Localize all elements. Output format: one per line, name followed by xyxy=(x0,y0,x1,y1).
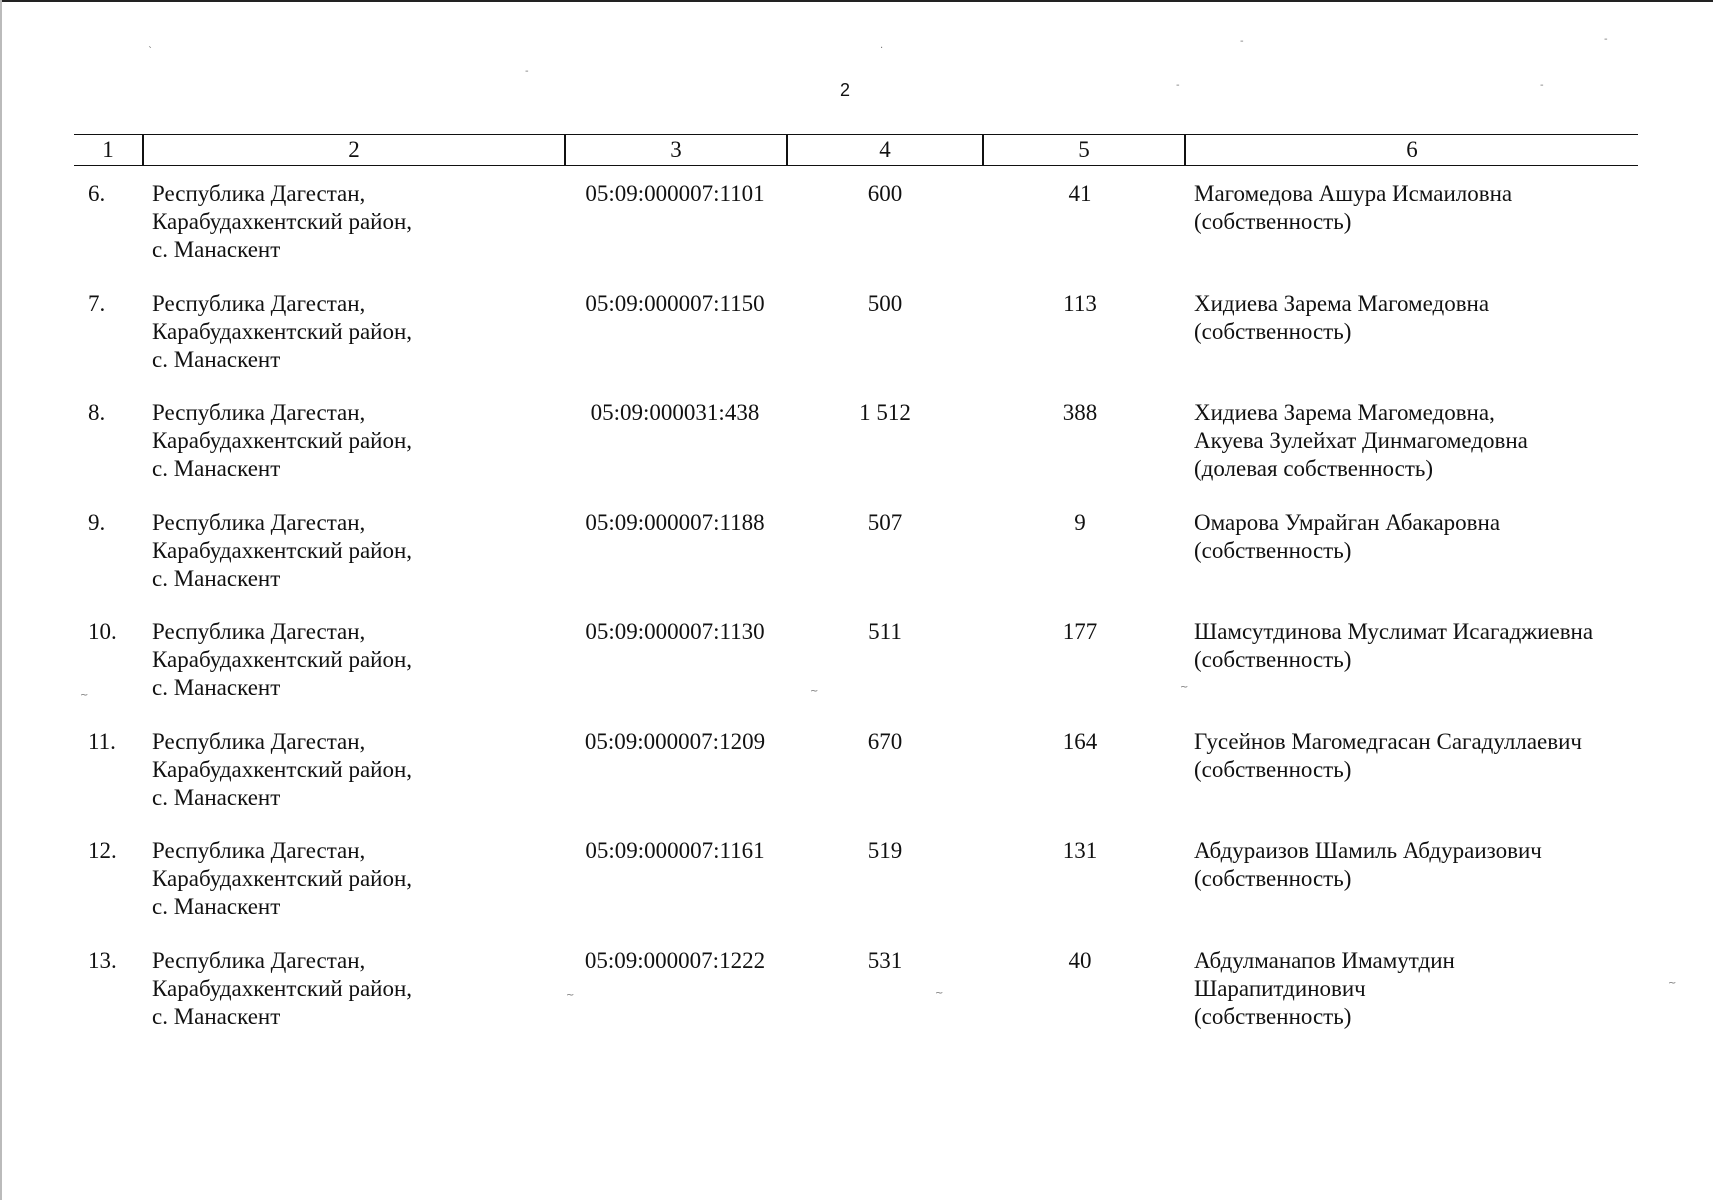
table-header xyxy=(74,134,1638,166)
address-line: Карабудахкентский район, xyxy=(152,318,413,344)
scan-speck: ~ xyxy=(566,990,575,1001)
owner-line: Гусейнов Магомедгасан Сагадуллаевич xyxy=(1194,728,1582,754)
owner-cell xyxy=(1194,837,1654,893)
address-cell xyxy=(152,728,552,812)
address-line: Карабудахкентский район, xyxy=(152,647,413,672)
owner-line: Абдулманапов Имамутдин xyxy=(1194,947,1455,973)
cost-value: 9 xyxy=(1074,509,1086,535)
table-row xyxy=(0,509,1713,619)
table-row xyxy=(0,618,1713,728)
row-number: 7. xyxy=(88,290,106,316)
header-col-1: 1 xyxy=(102,137,114,162)
scan-speck: ~ xyxy=(935,988,944,999)
cost-value: 388 xyxy=(1062,400,1098,425)
area-value: 507 xyxy=(867,509,903,535)
address-line: Республика Дагестан, xyxy=(152,290,366,316)
area-value: 519 xyxy=(867,838,903,863)
address-line: с. Манаскент xyxy=(152,784,281,810)
header-col-6: 6 xyxy=(1406,137,1418,162)
address-line: Карабудахкентский район, xyxy=(152,866,413,891)
cadastral-number: 05:09:000007:1209 xyxy=(584,728,766,754)
area-value: 511 xyxy=(868,619,902,644)
cadastral-number: 05:09:000007:1101 xyxy=(585,181,765,206)
cost-value: 177 xyxy=(1062,619,1098,644)
owner-line: (собственность) xyxy=(1194,209,1352,234)
address-cell xyxy=(152,618,552,702)
owner-cell xyxy=(1194,180,1654,236)
scan-speck: - xyxy=(525,66,529,77)
address-line: Карабудахкентский район, xyxy=(152,209,413,234)
row-number: 11. xyxy=(88,728,116,754)
owner-line: Абдураизов Шамиль Абдураизович xyxy=(1194,838,1542,863)
address-line: Республика Дагестан, xyxy=(152,838,366,863)
scan-speck: ` xyxy=(148,46,153,57)
owner-line: Акуева Зулейхат Динмагомедовна xyxy=(1194,428,1528,453)
area-value: 670 xyxy=(867,728,903,754)
address-line: Карабудахкентский район, xyxy=(152,537,413,563)
owner-line: Шамсутдинова Муслимат Исагаджиевна xyxy=(1194,619,1594,644)
scan-speck: - xyxy=(1176,80,1180,91)
header-col-2: 2 xyxy=(348,137,360,162)
cost-value: 41 xyxy=(1068,181,1092,206)
address-line: Республика Дагестан, xyxy=(152,181,366,206)
table-row xyxy=(0,180,1713,290)
address-line: с. Манаскент xyxy=(152,456,281,481)
header-col-3: 3 xyxy=(670,137,682,162)
owner-line: (собственность) xyxy=(1194,866,1352,891)
cadastral-number: 05:09:000031:438 xyxy=(590,400,760,425)
address-line: Республика Дагестан, xyxy=(152,947,366,973)
table-row xyxy=(0,290,1713,400)
owner-cell xyxy=(1194,290,1654,346)
owner-line: (собственность) xyxy=(1194,1003,1352,1029)
cadastral-number: 05:09:000007:1161 xyxy=(585,838,765,863)
header-col-4: 4 xyxy=(879,137,891,162)
address-cell xyxy=(152,290,552,374)
owner-cell xyxy=(1194,399,1654,483)
address-line: Республика Дагестан, xyxy=(152,728,366,754)
owner-cell xyxy=(1194,509,1654,565)
address-line: Республика Дагестан, xyxy=(152,619,366,644)
row-number: 10. xyxy=(88,619,117,644)
row-number: 6. xyxy=(88,181,106,206)
row-number: 12. xyxy=(88,838,117,863)
scan-speck: ~ xyxy=(80,690,89,701)
address-line: Республика Дагестан, xyxy=(152,400,366,425)
scan-speck: - xyxy=(1540,80,1544,91)
address-cell xyxy=(152,509,552,593)
cost-value: 164 xyxy=(1062,728,1098,754)
address-cell xyxy=(152,947,552,1031)
page-number: 2 xyxy=(839,80,850,100)
scan-speck: . xyxy=(880,40,884,51)
row-number: 13. xyxy=(88,947,117,973)
address-line: с. Манаскент xyxy=(152,1003,281,1029)
address-line: с. Манаскент xyxy=(152,346,281,372)
owner-line: (собственность) xyxy=(1194,537,1352,563)
owner-cell xyxy=(1194,728,1654,784)
address-cell xyxy=(152,837,552,921)
area-value: 600 xyxy=(867,181,903,206)
table-row xyxy=(0,728,1713,838)
cost-value: 40 xyxy=(1068,947,1092,973)
address-cell xyxy=(152,399,552,483)
address-line: с. Манаскент xyxy=(152,675,281,700)
cadastral-number: 05:09:000007:1222 xyxy=(584,947,766,973)
address-line: Республика Дагестан, xyxy=(152,509,366,535)
scan-border-top xyxy=(0,0,1713,2)
cost-value: 113 xyxy=(1063,290,1097,316)
area-value: 1 512 xyxy=(859,400,911,425)
row-number: 9. xyxy=(88,509,106,535)
cadastral-number: 05:09:000007:1130 xyxy=(585,619,765,644)
cadastral-number: 05:09:000007:1150 xyxy=(585,290,765,316)
header-col-5: 5 xyxy=(1078,137,1090,162)
address-line: Карабудахкентский район, xyxy=(152,428,413,453)
table-row xyxy=(0,837,1713,947)
address-line: с. Манаскент xyxy=(152,565,281,591)
address-cell xyxy=(152,180,552,264)
cost-value: 131 xyxy=(1062,838,1098,863)
scan-speck: ~ xyxy=(810,686,819,697)
address-line: с. Манаскент xyxy=(152,237,281,262)
table-row xyxy=(0,399,1713,509)
owner-line: Шарапитдинович xyxy=(1194,975,1366,1001)
cadastral-number: 05:09:000007:1188 xyxy=(585,509,765,535)
address-line: Карабудахкентский район, xyxy=(152,756,413,782)
table-body xyxy=(0,180,1713,1056)
owner-cell xyxy=(1194,618,1654,674)
area-value: 531 xyxy=(867,947,903,973)
scan-speck: ~ xyxy=(1668,978,1677,989)
owner-line: Магомедова Ашура Исмаиловна xyxy=(1194,181,1513,206)
owner-line: (собственность) xyxy=(1194,318,1352,344)
address-line: с. Манаскент xyxy=(152,894,281,919)
scan-speck: - xyxy=(1604,34,1608,45)
owner-line: (собственность) xyxy=(1194,647,1352,672)
scan-speck: - xyxy=(1240,36,1244,47)
owner-line: (собственность) xyxy=(1194,756,1352,782)
table-row xyxy=(0,947,1713,1057)
area-value: 500 xyxy=(867,290,903,316)
owner-line: (долевая собственность) xyxy=(1194,456,1434,481)
address-line: Карабудахкентский район, xyxy=(152,975,413,1001)
row-number: 8. xyxy=(88,400,106,425)
owner-line: Омарова Умрайган Абакаровна xyxy=(1194,509,1501,535)
scan-speck: ~ xyxy=(1180,682,1189,693)
owner-cell xyxy=(1194,947,1654,1031)
owner-line: Хидиева Зарема Магомедовна, xyxy=(1194,400,1495,425)
owner-line: Хидиева Зарема Магомедовна xyxy=(1194,290,1490,316)
